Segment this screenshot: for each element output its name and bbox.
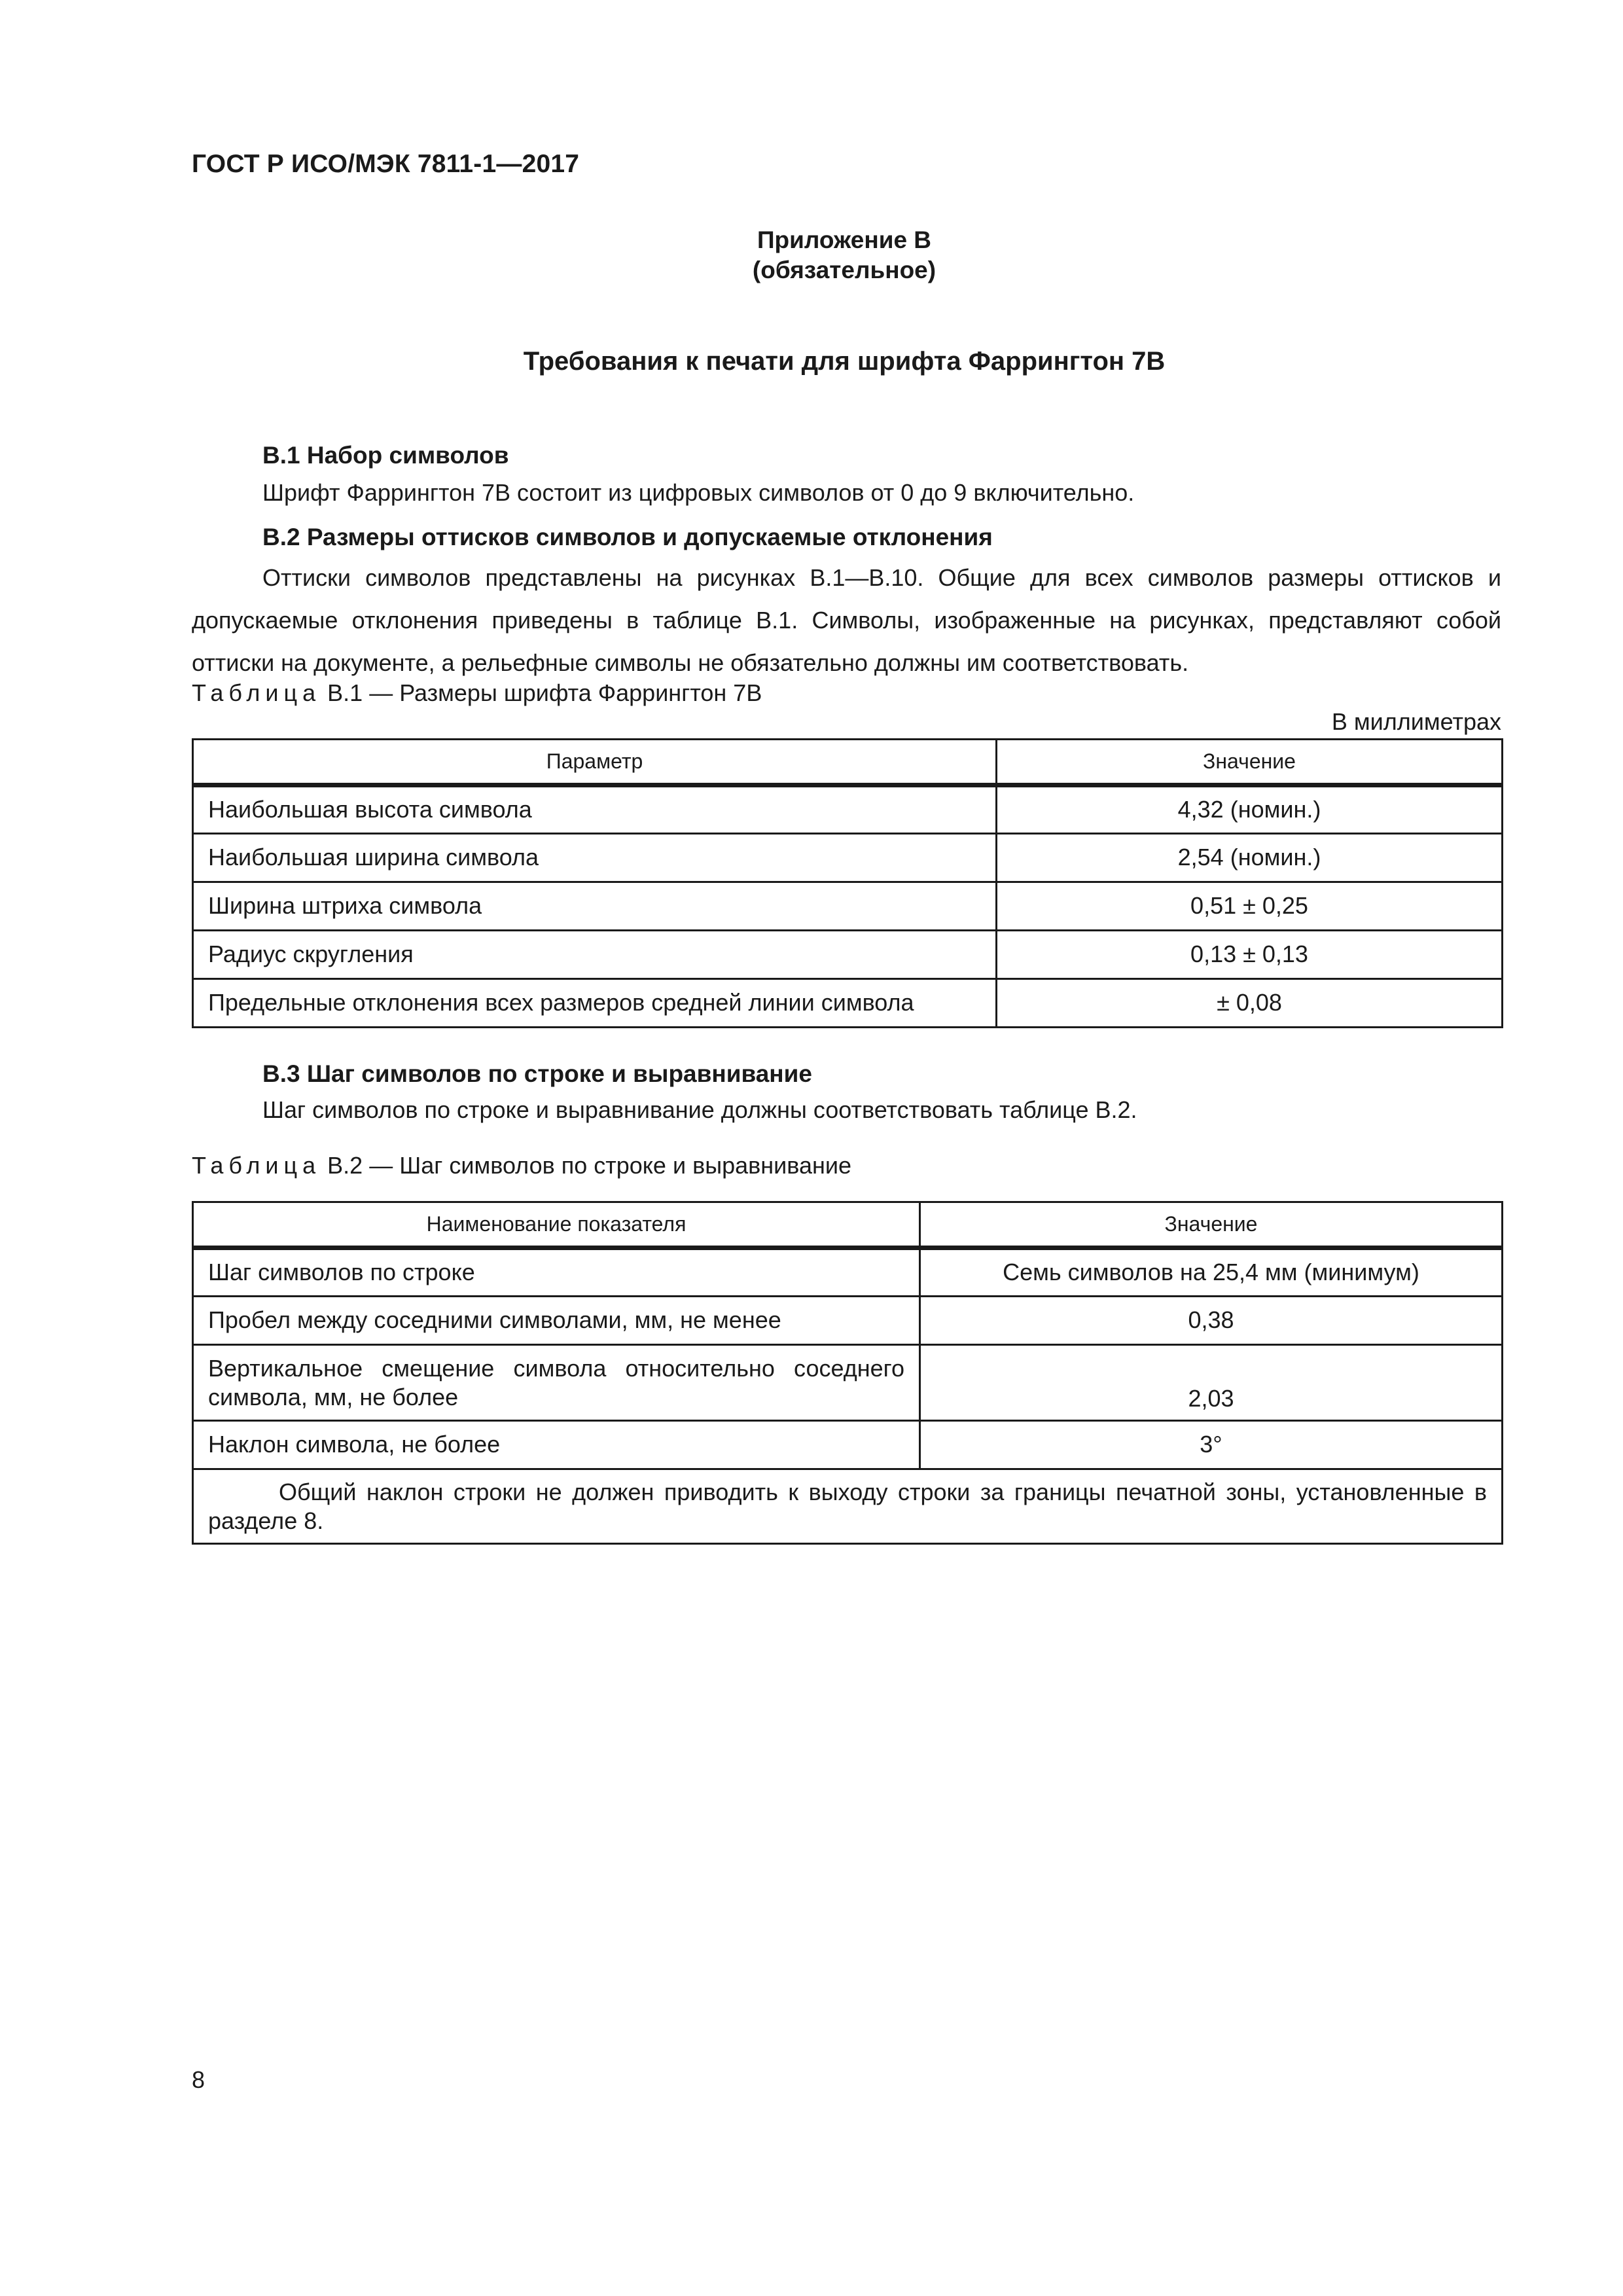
- page-number: 8: [192, 2066, 205, 2093]
- table2-header-row: [193, 1202, 1503, 1248]
- table-row: [193, 1345, 1503, 1421]
- table2-caption-label: Таблица: [192, 1152, 321, 1179]
- table-row: [193, 1297, 1503, 1345]
- table-row: [193, 834, 1503, 882]
- table2-param: Вертикальное смещение символа относительно соседнего символа, мм, не более: [193, 1345, 920, 1421]
- table1-units: В миллиметрах: [1331, 708, 1501, 735]
- table1-caption-text: В.1 — Размеры шрифта Фаррингтон 7В: [327, 679, 762, 706]
- table1-value: 2,54 (номин.): [997, 834, 1503, 882]
- table1-param: Наибольшая ширина символа: [193, 834, 997, 882]
- document-header: ГОСТ Р ИСО/МЭК 7811-1—2017: [192, 150, 580, 178]
- table2-value: Семь символов на 25,4 мм (минимум): [920, 1248, 1503, 1297]
- table1-param: Радиус скругления: [193, 931, 997, 979]
- table1-param: Ширина штриха символа: [193, 882, 997, 931]
- table1-value: 0,13 ± 0,13: [997, 931, 1503, 979]
- table1-caption: [192, 678, 762, 709]
- table2-param: Шаг символов по строке: [193, 1248, 920, 1297]
- table1-value: 0,51 ± 0,25: [997, 882, 1503, 931]
- section-b1-heading: В.1 Набор символов: [262, 442, 509, 469]
- table-row: [193, 785, 1503, 834]
- table2-param: Пробел между соседними символами, мм, не менее: [193, 1297, 920, 1345]
- table1-param: Наибольшая высота символа: [193, 785, 997, 834]
- table2: [192, 1201, 1503, 1545]
- table2-caption: [192, 1151, 851, 1181]
- section-b2-text: Оттиски символов представлены на рисунках В.1—В.10. Общие для всех символов размеры оттисков и допускаемые отклонения приведены в таблице В.1. Символы, изображенные на рисунках, представляют собой оттиски на документе, а рельефные символы не обязательно должны им соответствовать.: [192, 564, 1501, 676]
- table1-param: Предельные отклонения всех размеров средней линии символа: [193, 979, 997, 1028]
- table1-header-row: [193, 740, 1503, 785]
- section-b3-heading: В.3 Шаг символов по строке и выравнивание: [262, 1060, 812, 1087]
- table2-param: Наклон символа, не более: [193, 1421, 920, 1469]
- table1-caption-label: Таблица: [192, 679, 321, 706]
- table1-value: ± 0,08: [997, 979, 1503, 1028]
- table2-value: 2,03: [920, 1345, 1503, 1421]
- appendix-title: Приложение В: [757, 226, 932, 253]
- appendix-heading: Требования к печати для шрифта Фаррингтон 7В: [523, 347, 1166, 376]
- table2-value: 3°: [920, 1421, 1503, 1469]
- table2-note: Общий наклон строки не должен приводить к выходу строки за границы печатной зоны, установленные в разделе 8.: [193, 1469, 1503, 1544]
- table2-note-row: [193, 1469, 1503, 1544]
- table2-value: 0,38: [920, 1297, 1503, 1345]
- section-b2-heading: В.2 Размеры оттисков символов и допускаемые отклонения: [262, 524, 993, 550]
- section-b1-text: Шрифт Фаррингтон 7В состоит из цифровых символов от 0 до 9 включительно.: [262, 479, 1135, 506]
- table2-caption-text: В.2 — Шаг символов по строке и выравнивание: [327, 1152, 851, 1179]
- appendix-type: (обязательное): [752, 257, 936, 283]
- section-b3-text: Шаг символов по строке и выравнивание должны соответствовать таблице В.2.: [262, 1096, 1137, 1123]
- table1-value: 4,32 (номин.): [997, 785, 1503, 834]
- table-row: [193, 931, 1503, 979]
- table1-header-parameter: Параметр: [193, 740, 997, 785]
- table-row: [193, 1421, 1503, 1469]
- table-row: [193, 1248, 1503, 1297]
- table2-header-value: Значение: [920, 1202, 1503, 1248]
- table2-header-name: Наименование показателя: [193, 1202, 920, 1248]
- table1: [192, 738, 1503, 1028]
- table-row: [193, 979, 1503, 1028]
- table-row: [193, 882, 1503, 931]
- table1-header-value: Значение: [997, 740, 1503, 785]
